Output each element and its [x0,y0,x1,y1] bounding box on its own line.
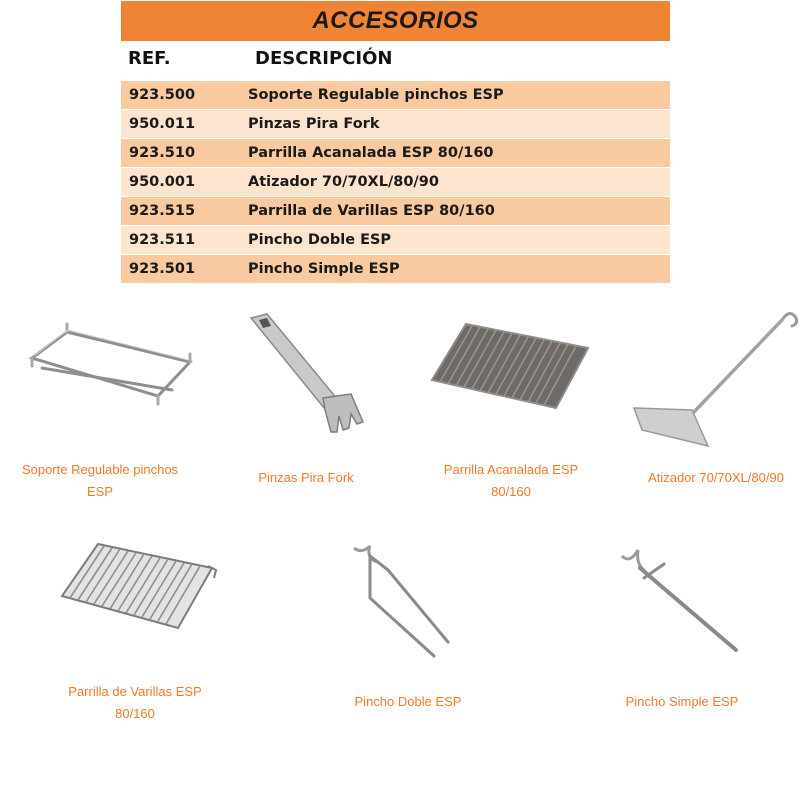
caption-parrilla-acanalada: Parrilla Acanalada ESP 80/160 [443,462,579,499]
page-title-bar [121,1,670,41]
row-description: Atizador 70/70XL/80/90 [248,174,439,190]
soporte-regulable-image [22,318,202,408]
row-ref: 923.501 [129,261,196,277]
parrilla-acanalada-image [430,320,590,412]
caption-pinzas-pira-fork: Pinzas Pira Fork [258,470,354,485]
caption-pincho-doble: Pincho Doble ESP [354,694,462,709]
row-description: Soporte Regulable pinchos ESP [248,87,504,103]
table-row [121,255,670,284]
row-ref: 923.510 [129,145,196,161]
column-header-ref: REF. [128,48,171,69]
table-row [121,81,670,110]
caption-soporte-regulable: Soporte Regulable pinchos ESP [21,462,179,499]
table-row [121,168,670,197]
page-title: ACCESORIOS [312,7,479,34]
row-description: Parrilla de Varillas ESP 80/160 [248,203,495,219]
caption-atizador: Atizador 70/70XL/80/90 [648,470,784,485]
row-ref: 950.011 [129,116,196,132]
row-ref: 923.515 [129,203,196,219]
row-description: Pinzas Pira Fork [248,116,380,132]
table-row [121,139,670,168]
accessories-table [121,81,670,284]
pincho-doble-image [350,542,470,660]
table-row [121,197,670,226]
row-description: Parrilla Acanalada ESP 80/160 [248,145,494,161]
atizador-image [632,306,800,448]
row-ref: 950.001 [129,174,196,190]
row-ref: 923.511 [129,232,196,248]
row-ref: 923.500 [129,87,196,103]
column-header-description: DESCRIPCIÓN [255,48,393,69]
parrilla-varillas-image [58,540,218,636]
row-description: Pincho Simple ESP [248,261,400,277]
pincho-simple-image [618,544,746,660]
table-row [121,226,670,255]
caption-parrilla-varillas: Parrilla de Varillas ESP 80/160 [68,684,202,721]
table-row [121,110,670,139]
row-description: Pincho Doble ESP [248,232,392,248]
pinzas-pira-fork-image [245,310,365,440]
caption-pincho-simple: Pincho Simple ESP [625,694,739,709]
